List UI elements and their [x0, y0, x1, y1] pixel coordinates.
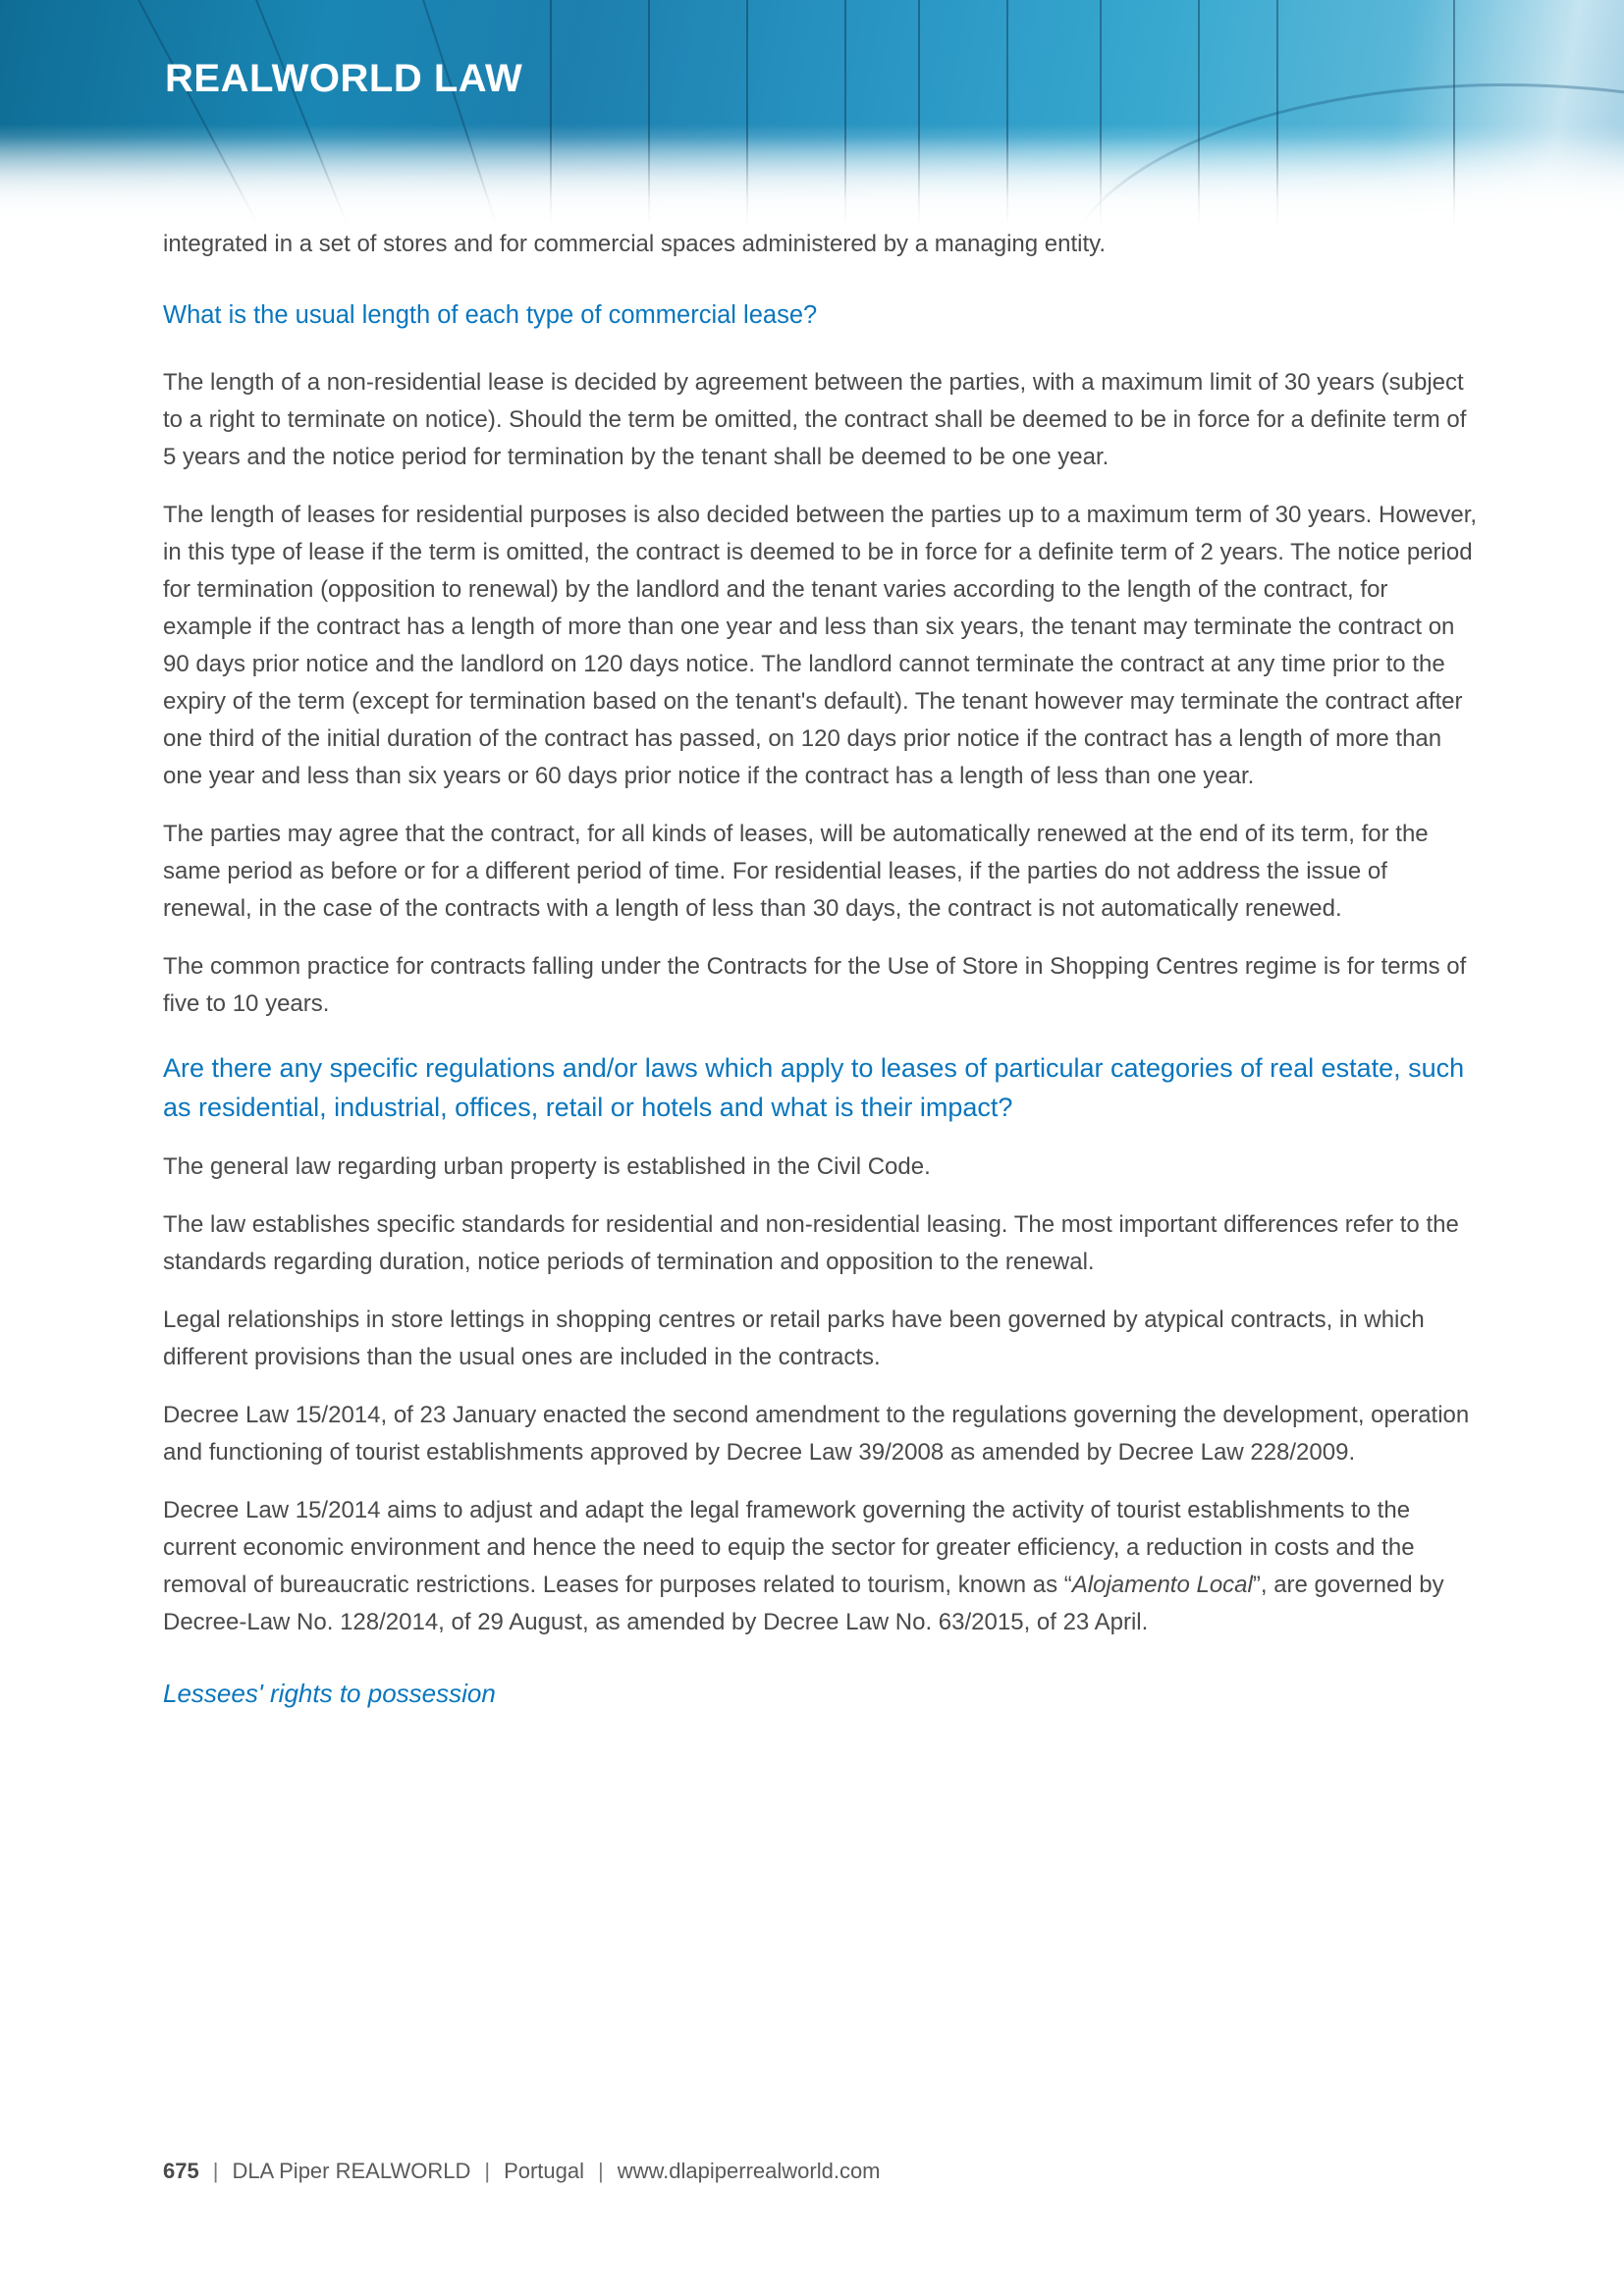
paragraph: Legal relationships in store lettings in shopping centres or retail parks have been governed by atypical contracts, in which different provisions than the usual ones are included in the contracts. — [163, 1307, 1425, 1370]
paragraph: Decree Law 15/2014, of 23 January enacted the second amendment to the regulations governing the development, operation and functioning of tourist establishments approved by Decree Law 39/2008 as amended by Decree Law 228/2009. — [163, 1402, 1470, 1466]
paragraph: The length of leases for residential purposes is also decided between the parties up to a maximum term of 30 years. However, in this type of lease if the term is omitted, the contract is deemed to be in force for a definite term of 2 years. The notice period for termination (opposition to renewal) by the landlord and the tenant varies according to the length of the contract, for example if the contract has a length of more than one year and less than six years, the tenant may terminate the contract on 90 days prior notice and the landlord on 120 days notice. The landlord cannot terminate the contract at any time prior to the expiry of the term (except for termination based on the tenant's default). The tenant however may terminate the contract after one third of the initial duration of the contract has passed, on 120 days prior notice if the contract has a length of more than one year and less than six years or 60 days prior notice if the contract has a length of less than one year. — [163, 502, 1478, 789]
italic-term: Alojamento Local — [1071, 1572, 1253, 1598]
intro-continuation: integrated in a set of stores and for commercial spaces administered by a managing entity. — [163, 231, 1107, 257]
country-name: Portugal — [504, 2159, 585, 2183]
paragraph: The general law regarding urban property is established in the Civil Code. — [163, 1153, 931, 1180]
paragraph: The common practice for contracts falling under the Contracts for the Use of Store in Shopping Centres regime is for terms of five to 10 years. — [163, 953, 1467, 1017]
website-link[interactable]: www.dlapiperrealworld.com — [617, 2159, 881, 2183]
paragraph-text: Decree Law 15/2014 aims to adjust and adapt the legal framework governing the activity of tourist establishments to the current economic environment and hence the need to equip the sector for greater efficiency, a reduction in costs and the removal of bureaucratic restrictions. Leases for purposes related to tourism, known as “ — [163, 1497, 1415, 1598]
footer-separator: | — [484, 2159, 491, 2183]
paragraph: The law establishes specific standards for residential and non-residential leasing. The most important differences refer to the standards regarding duration, notice periods of termination and opposition to the renewal. — [163, 1211, 1459, 1275]
publication-name: DLA Piper REALWORLD — [232, 2159, 471, 2183]
section-heading-lease-length: What is the usual length of each type of commercial lease? — [163, 301, 818, 329]
section-heading-lessees-rights: Lessees' rights to possession — [163, 1679, 496, 1708]
page-footer — [163, 2159, 881, 2184]
paragraph-text: ”, are governed by Decree-Law No. 128/2014, of 29 August, as amended by Decree Law No. 63/2015, of 23 April. — [163, 1572, 1444, 1635]
banner-title: REALWORLD LAW — [165, 57, 523, 100]
header-banner — [0, 0, 1624, 226]
banner-fade — [0, 137, 1624, 226]
paragraph: The length of a non-residential lease is decided by agreement between the parties, with a maximum limit of 30 years (subject to a right to terminate on notice). Should the term be omitted, the contract shall be deemed to be in force for a definite term of 5 years and the notice period for termination by the tenant shall be deemed to be one year. — [163, 369, 1467, 470]
paragraph: The parties may agree that the contract, for all kinds of leases, will be automatically renewed at the end of its term, for the same period as before or for a different period of time. For residential leases, if the parties do not address the issue of renewal, in the case of the contracts with a length of less than 30 days, the contract is not automatically renewed. — [163, 821, 1429, 922]
footer-separator: | — [598, 2159, 604, 2183]
paragraph-alojamento-local — [163, 1492, 1479, 1641]
page-number: 675 — [163, 2159, 199, 2183]
document-body — [163, 224, 1479, 1712]
section-heading-specific-regulations: Are there any specific regulations and/or laws which apply to leases of particular categories of real estate, such as residential, industrial, offices, retail or hotels and what is their impact? — [163, 1053, 1465, 1122]
footer-separator: | — [212, 2159, 219, 2183]
